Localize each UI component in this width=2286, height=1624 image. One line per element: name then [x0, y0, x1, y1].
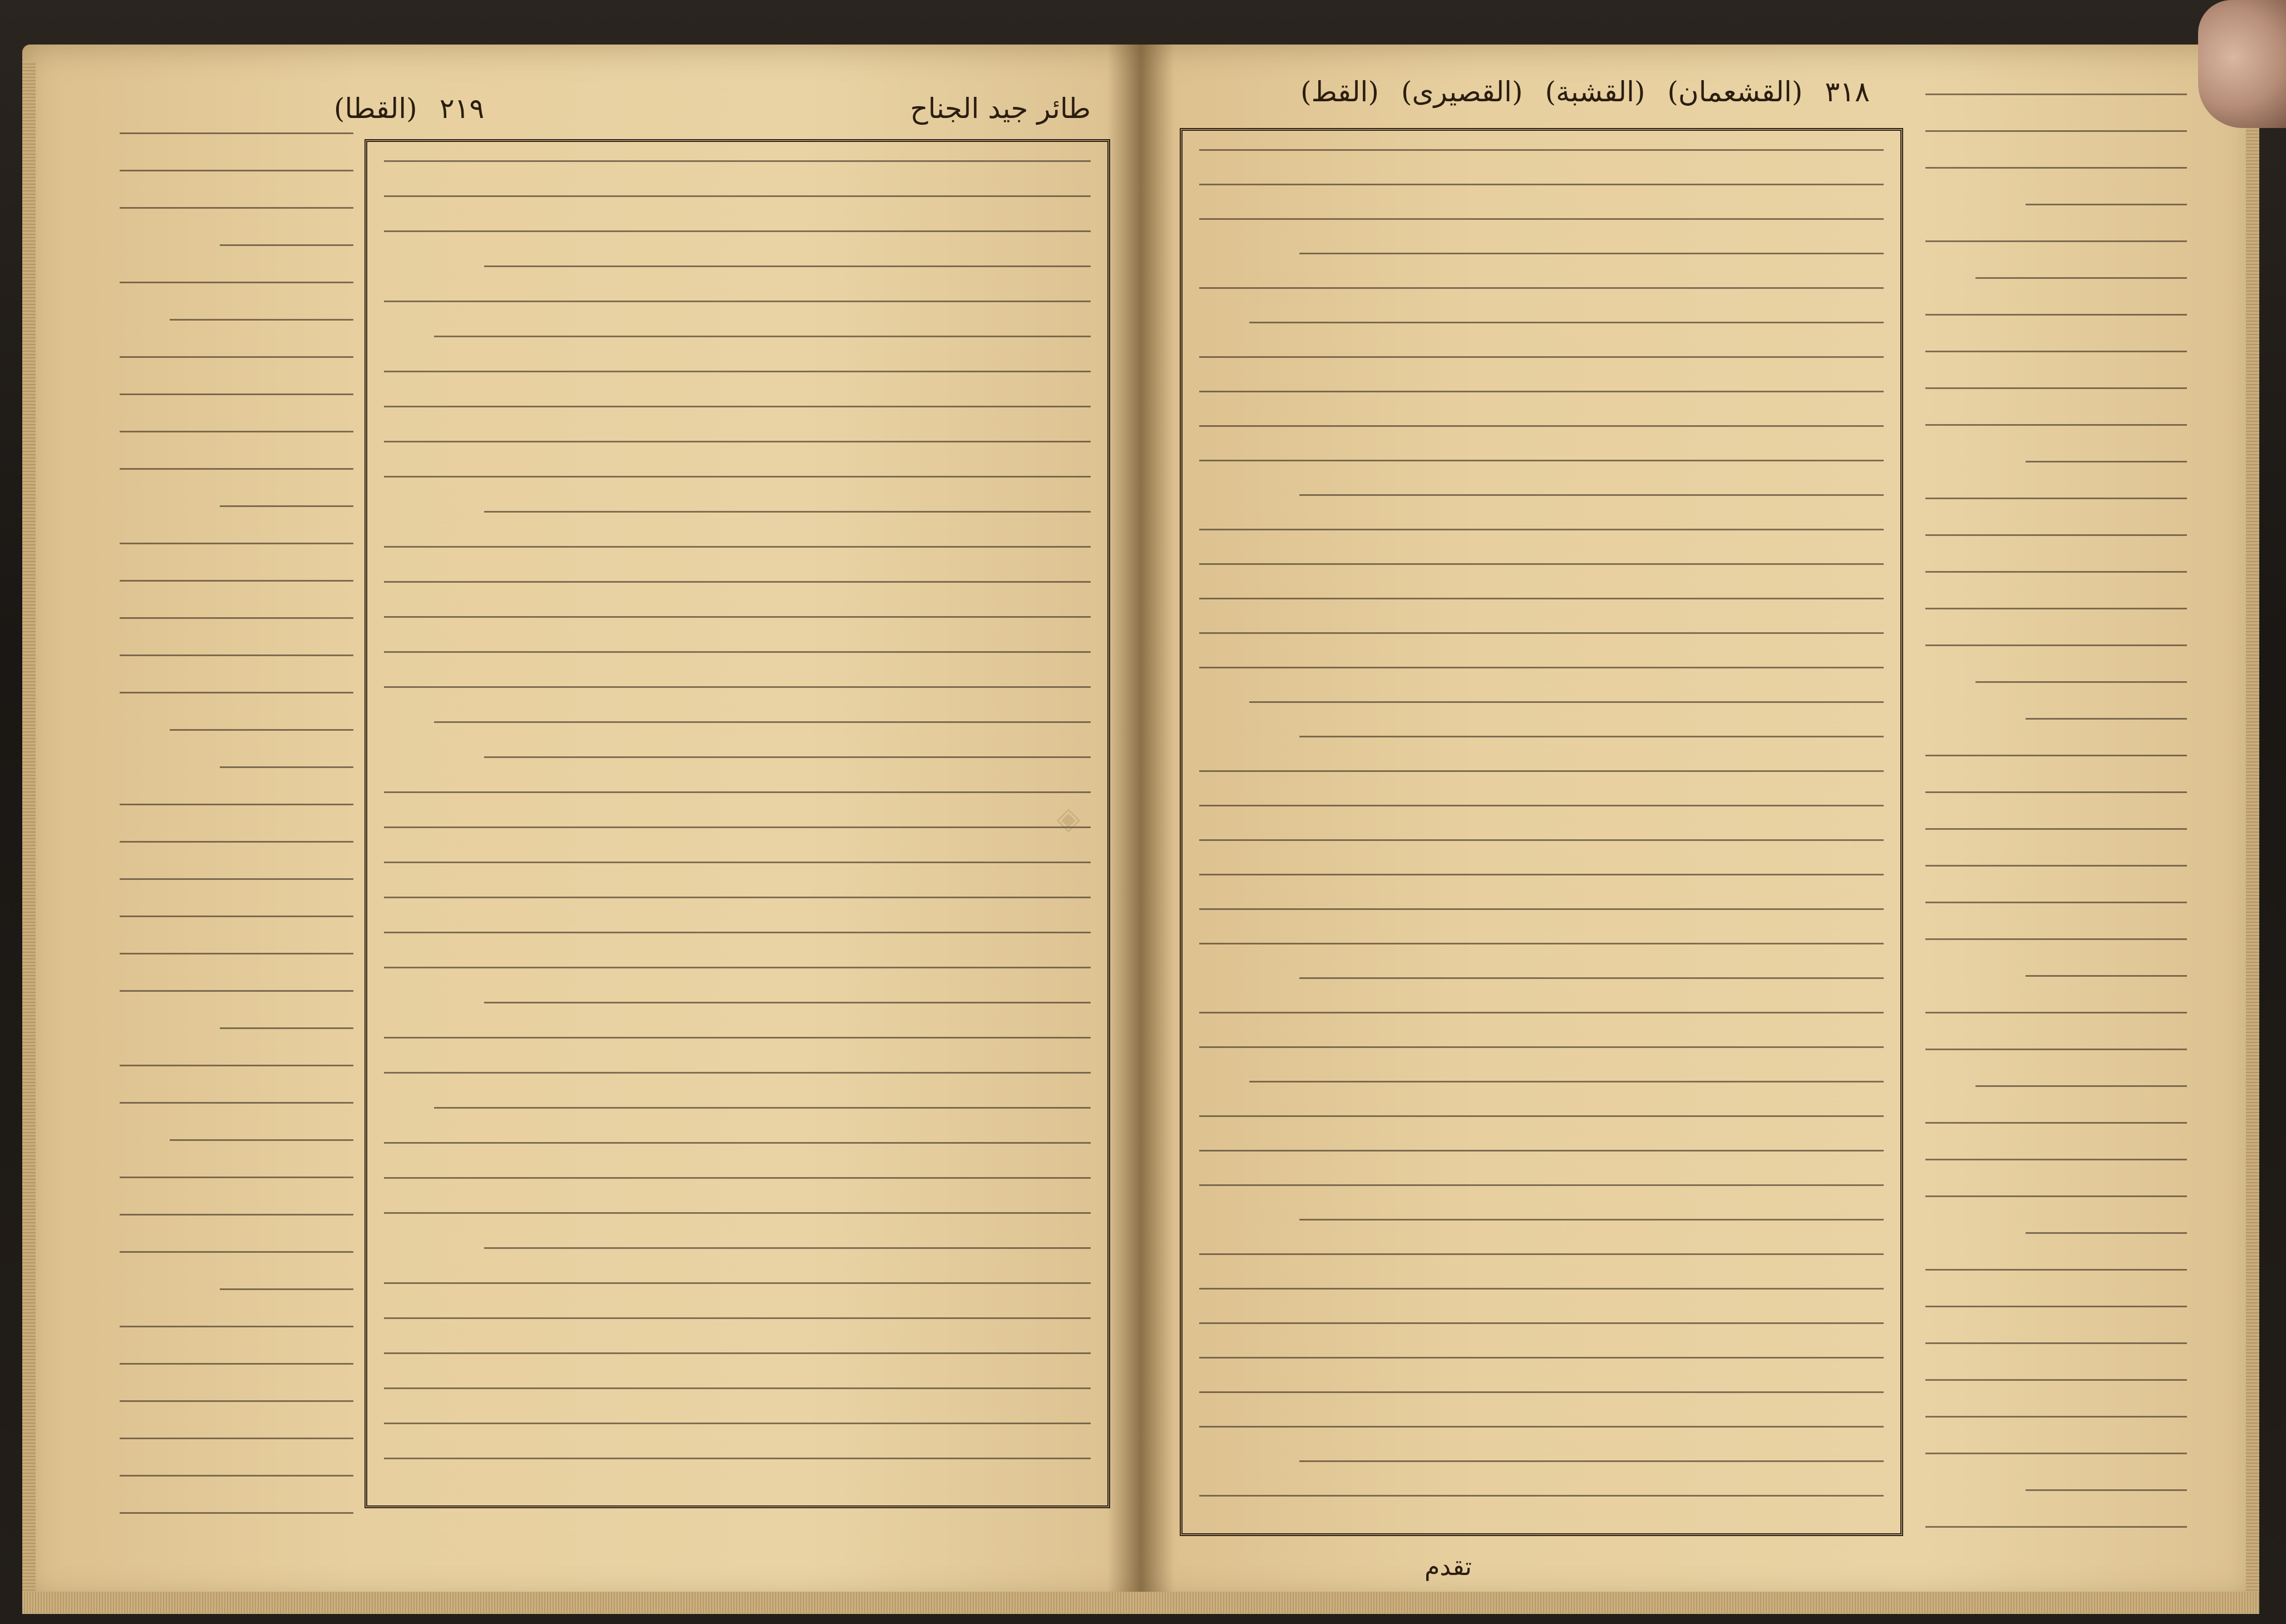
text-line: [1199, 179, 1884, 185]
text-line: [120, 613, 353, 619]
text-line: [1199, 421, 1884, 427]
text-line: [1925, 126, 2187, 132]
text-line: [120, 426, 353, 432]
text-line: [120, 1098, 353, 1104]
text-line: [1199, 766, 1884, 772]
text-line: [1199, 938, 1884, 944]
text-line: [1925, 383, 2187, 389]
text-line: [1925, 420, 2187, 426]
text-line: [1199, 524, 1884, 530]
text-line: [384, 857, 1091, 863]
left-page-number: ٢١٩: [439, 92, 485, 125]
right-page-edges: [2246, 61, 2259, 1597]
text-line: [384, 1313, 1091, 1319]
text-line: [384, 366, 1091, 372]
text-line: [120, 1508, 353, 1514]
text-line: [120, 874, 353, 880]
text-line: [220, 501, 353, 507]
text-line: [384, 191, 1091, 197]
text-line: [1925, 1118, 2187, 1124]
text-line: [1199, 214, 1884, 220]
text-line: [120, 986, 353, 992]
text-line: [384, 1208, 1091, 1214]
left-page-edges: [22, 61, 36, 1597]
text-line: [1199, 1180, 1884, 1186]
text-line: [384, 612, 1091, 618]
text-line: [1249, 1076, 1884, 1082]
left-margin-column: [120, 128, 353, 1564]
text-line: [484, 752, 1091, 758]
text-line: [120, 1396, 353, 1402]
text-line: [1925, 1191, 2187, 1197]
right-running-head-4: (القط): [1300, 76, 1379, 108]
right-margin-column: [1925, 89, 2187, 1569]
text-line: [1199, 662, 1884, 668]
text-line: [384, 542, 1091, 548]
text-line: [120, 799, 353, 805]
text-line: [120, 575, 353, 582]
bottom-page-edges: [22, 1592, 2259, 1614]
text-line: [1199, 455, 1884, 461]
text-line: [120, 165, 353, 171]
text-line: [1199, 869, 1884, 875]
text-line: [1199, 1249, 1884, 1255]
text-line: [384, 436, 1091, 442]
text-line: [120, 650, 353, 656]
text-line: [1925, 236, 2187, 242]
text-line: [1299, 731, 1884, 737]
text-line: [384, 296, 1091, 302]
text-line: [120, 352, 353, 358]
text-line: [1299, 248, 1884, 254]
text-line: [1299, 490, 1884, 496]
text-line: [1249, 697, 1884, 703]
text-line: [1199, 1421, 1884, 1428]
text-line: [220, 1284, 353, 1290]
text-line: [1925, 1448, 2187, 1454]
text-line: [1925, 346, 2187, 352]
text-line: [120, 389, 353, 395]
text-line: [1925, 1411, 2187, 1418]
text-line: [1199, 352, 1884, 358]
text-line: [120, 948, 353, 954]
text-line: [120, 1359, 353, 1365]
right-page-number: ٣١٨: [1825, 76, 1870, 108]
text-line: [120, 1172, 353, 1178]
text-line: [1925, 824, 2187, 830]
text-line: [2026, 1228, 2187, 1234]
text-line: [384, 1173, 1091, 1179]
text-line: [1299, 1214, 1884, 1221]
text-line: [1249, 317, 1884, 323]
text-line: [384, 401, 1091, 407]
text-line: [384, 1418, 1091, 1424]
text-line: [384, 1032, 1091, 1039]
left-page-header: [334, 83, 1091, 134]
text-line: [1199, 593, 1884, 599]
text-line: [384, 962, 1091, 968]
text-line: [484, 506, 1091, 513]
text-line: [384, 1138, 1091, 1144]
text-line: [1925, 750, 2187, 756]
text-line: [1199, 628, 1884, 634]
text-line: [1199, 835, 1884, 841]
text-line: [1925, 493, 2187, 499]
text-line: [120, 203, 353, 209]
text-line: [120, 277, 353, 283]
text-line: [1925, 787, 2187, 793]
text-line: [1925, 1375, 2187, 1381]
text-line: [1925, 860, 2187, 867]
text-line: [434, 331, 1091, 337]
text-line: [2026, 971, 2187, 977]
thumb: [2198, 0, 2286, 128]
text-line: [1199, 559, 1884, 565]
text-line: [1925, 897, 2187, 903]
text-line: [170, 725, 353, 731]
text-line: [1925, 309, 2187, 316]
text-line: [1975, 677, 2187, 683]
text-line: [384, 577, 1091, 583]
text-line: [1925, 567, 2187, 573]
text-line: [384, 682, 1091, 688]
text-line: [120, 538, 353, 544]
text-line: [1199, 1318, 1884, 1324]
text-line: [1925, 1338, 2187, 1344]
right-page-footer: تقدم: [1425, 1553, 1472, 1581]
text-line: [120, 464, 353, 470]
left-margin-start: طائر جيد الجناح: [910, 92, 1091, 125]
right-running-head-1: (القشعمان): [1667, 76, 1803, 108]
text-line: [1925, 530, 2187, 536]
text-line: [1199, 800, 1884, 806]
text-line: [220, 1023, 353, 1029]
text-line: [120, 1321, 353, 1327]
text-line: [384, 471, 1091, 478]
text-line: [1925, 1522, 2187, 1528]
text-line: [1925, 1007, 2187, 1013]
text-line: [434, 717, 1091, 723]
text-line: [384, 1348, 1091, 1354]
text-line: [1975, 1081, 2187, 1087]
text-line: [1925, 603, 2187, 609]
text-line: [384, 156, 1091, 162]
text-line: [170, 314, 353, 321]
text-line: [1925, 1044, 2187, 1050]
text-line: [120, 687, 353, 693]
text-line: [1199, 904, 1884, 910]
right-running-head-3: (القصيرى): [1401, 76, 1523, 108]
text-line: [1199, 1352, 1884, 1359]
text-line: [1199, 1283, 1884, 1290]
text-line: [384, 927, 1091, 933]
text-line: [120, 836, 353, 843]
text-line: [384, 1453, 1091, 1459]
right-page-header: [1258, 67, 1870, 117]
text-line: [170, 1135, 353, 1141]
text-line: [384, 1067, 1091, 1074]
text-line: [384, 892, 1091, 898]
text-line: [120, 1060, 353, 1066]
right-main-text-block: [1199, 145, 1884, 1519]
text-line: [484, 997, 1091, 1003]
text-line: [120, 1209, 353, 1215]
text-line: [2026, 1485, 2187, 1491]
text-line: [1199, 386, 1884, 392]
text-line: [1975, 273, 2187, 279]
text-line: [484, 1243, 1091, 1249]
text-line: [1299, 973, 1884, 979]
text-line: [1925, 89, 2187, 95]
text-line: [384, 226, 1091, 232]
right-main-text-frame: [1180, 128, 1903, 1536]
text-line: [1925, 640, 2187, 646]
text-line: [484, 261, 1091, 267]
watermark: ◈: [1056, 800, 1081, 836]
text-line: [120, 1470, 353, 1477]
text-line: [120, 128, 353, 134]
text-line: [220, 762, 353, 768]
text-line: [1925, 934, 2187, 940]
text-line: [1199, 145, 1884, 151]
text-line: [220, 240, 353, 246]
text-line: [1199, 1111, 1884, 1117]
left-bottom-line: [312, 1531, 1113, 1564]
text-line: [1925, 1264, 2187, 1271]
text-line: [1199, 1145, 1884, 1151]
text-line: [384, 1383, 1091, 1389]
text-line: [1199, 1007, 1884, 1013]
text-line: [2026, 456, 2187, 462]
left-running-head: (القطا): [334, 92, 417, 125]
text-line: [1299, 1456, 1884, 1462]
text-line: [1199, 283, 1884, 289]
right-running-head-2: (القشبة): [1545, 76, 1645, 108]
text-line: [1925, 1154, 2187, 1160]
text-line: [120, 1433, 353, 1439]
text-line: [120, 911, 353, 917]
text-line: [2026, 713, 2187, 720]
text-line: [120, 1247, 353, 1253]
text-line: [434, 1103, 1091, 1109]
text-line: [1199, 1387, 1884, 1393]
text-line: [2026, 199, 2187, 205]
text-line: [1199, 1042, 1884, 1048]
text-line: [1199, 1490, 1884, 1497]
text-line: [384, 647, 1091, 653]
text-line: [1925, 163, 2187, 169]
text-line: [384, 1278, 1091, 1284]
text-line: [1925, 1301, 2187, 1307]
